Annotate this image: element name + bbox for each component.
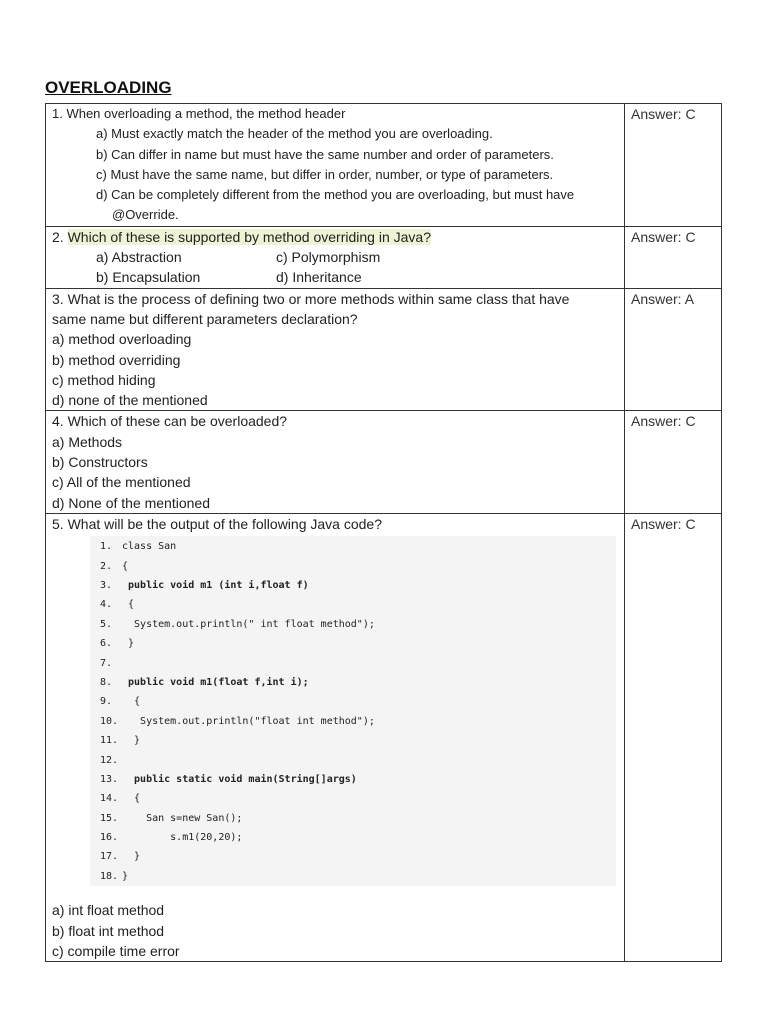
question-4-option-d: d) None of the mentioned bbox=[52, 494, 210, 511]
code-block bbox=[90, 536, 616, 886]
answer-cell-3: Answer: A bbox=[625, 288, 722, 411]
code-line bbox=[90, 847, 616, 866]
question-4-option-a: a) Methods bbox=[52, 433, 123, 450]
question-2-text: Which of these is supported by method overriding in Java? bbox=[67, 228, 431, 245]
question-cell-5 bbox=[46, 513, 625, 961]
question-2-option-c: c) Polymorphism bbox=[276, 249, 381, 266]
question-2-options-row-1 bbox=[52, 247, 618, 267]
code-line bbox=[90, 770, 616, 789]
code-line bbox=[90, 731, 616, 750]
code-line-text: System.out.println(" int float method"); bbox=[122, 618, 375, 630]
code-line-number: 8. bbox=[100, 676, 113, 688]
question-4-option-b: b) Constructors bbox=[52, 454, 148, 471]
code-line-number: 7. bbox=[100, 657, 113, 669]
code-line-number: 2. bbox=[100, 560, 113, 572]
question-cell-4 bbox=[46, 411, 625, 513]
question-1-option-c: c) Must have the same name, but differ in order, number, or type of parameters. bbox=[96, 166, 554, 182]
question-cell-3 bbox=[46, 288, 625, 411]
code-line-text: } bbox=[122, 851, 141, 863]
code-line-number: 3. bbox=[100, 580, 113, 592]
code-line-text: { bbox=[122, 696, 141, 708]
code-line bbox=[90, 537, 616, 556]
code-line bbox=[90, 654, 616, 673]
code-line bbox=[90, 867, 616, 886]
code-line-number: 12. bbox=[100, 754, 119, 766]
question-1-text: 1. When overloading a method, the method header bbox=[52, 106, 346, 121]
code-line bbox=[90, 712, 616, 731]
question-3-option-b: b) method overriding bbox=[52, 351, 181, 368]
question-row-5 bbox=[46, 513, 722, 961]
question-3-text-line-2: same name but different parameters declaration? bbox=[52, 310, 358, 327]
code-line-text: { bbox=[122, 599, 135, 611]
answer-cell-1: Answer: C bbox=[625, 104, 722, 227]
answer-cell-2: Answer: C bbox=[625, 226, 722, 288]
code-line bbox=[90, 828, 616, 847]
question-2-option-d: d) Inheritance bbox=[276, 269, 362, 286]
code-line-text: public static void main(String[]args) bbox=[122, 773, 357, 785]
code-line-number: 16. bbox=[100, 832, 119, 844]
question-1-option-b: b) Can differ in name but must have the same number and order of parameters. bbox=[96, 146, 554, 162]
answer-cell-5: Answer: C bbox=[625, 513, 722, 961]
question-5-option-c: c) compile time error bbox=[52, 942, 180, 959]
question-5-option-a: a) int float method bbox=[52, 902, 165, 919]
question-1-option-d: d) Can be completely different from the method you are overloading, but must have bbox=[96, 187, 575, 203]
code-line-number: 18. bbox=[100, 870, 119, 882]
code-line bbox=[90, 557, 616, 576]
code-line-number: 15. bbox=[100, 812, 119, 824]
question-row-1 bbox=[46, 104, 722, 227]
code-line-number: 14. bbox=[100, 793, 119, 805]
question-row-2 bbox=[46, 226, 722, 288]
question-cell-1 bbox=[46, 104, 625, 227]
code-line-text: class San bbox=[122, 541, 177, 553]
code-line-text: } bbox=[122, 735, 141, 747]
code-line bbox=[90, 576, 616, 595]
question-2-number: 2. bbox=[52, 228, 68, 245]
question-3-option-c: c) method hiding bbox=[52, 371, 156, 388]
quiz-table bbox=[45, 103, 722, 962]
code-line-number: 4. bbox=[100, 599, 113, 611]
document-title: OVERLOADING bbox=[45, 78, 172, 97]
question-5-text: 5. What will be the output of the following Java code? bbox=[52, 515, 382, 532]
code-line bbox=[90, 595, 616, 614]
code-line-text: System.out.println("float int method"); bbox=[122, 715, 375, 727]
code-line-text: San s=new San(); bbox=[122, 812, 243, 824]
code-line bbox=[90, 615, 616, 634]
code-line-number: 13. bbox=[100, 773, 119, 785]
code-line-number: 17. bbox=[100, 851, 119, 863]
code-line-number: 1. bbox=[100, 541, 113, 553]
code-line bbox=[90, 673, 616, 692]
code-line-number: 5. bbox=[100, 618, 113, 630]
code-line-number: 11. bbox=[100, 735, 119, 747]
code-line-text: { bbox=[122, 793, 141, 805]
code-line-text: public void m1(float f,int i); bbox=[122, 676, 309, 688]
code-line-number: 10. bbox=[100, 715, 119, 727]
question-5-option-b: b) float int method bbox=[52, 922, 165, 939]
question-4-option-c: c) All of the mentioned bbox=[52, 474, 191, 491]
question-1-option-d-continued: @Override. bbox=[112, 207, 179, 223]
question-2-line bbox=[52, 227, 618, 247]
code-line bbox=[90, 789, 616, 808]
question-3-text-line-1: 3. What is the process of defining two or more methods within same class that have bbox=[52, 290, 570, 307]
question-1-option-a: a) Must exactly match the header of the method you are overloading. bbox=[96, 126, 493, 142]
code-line-text: } bbox=[122, 870, 129, 882]
code-line-text: public void m1 (int i,float f) bbox=[122, 580, 309, 592]
code-line-number: 6. bbox=[100, 638, 113, 650]
code-line-text: } bbox=[122, 638, 135, 650]
question-3-option-a: a) method overloading bbox=[52, 331, 192, 348]
question-row-4 bbox=[46, 411, 722, 513]
question-2-options-row-2 bbox=[52, 267, 618, 287]
code-line bbox=[90, 634, 616, 653]
code-line-text: { bbox=[122, 560, 129, 572]
code-line bbox=[90, 751, 616, 770]
code-line-text: s.m1(20,20); bbox=[122, 832, 243, 844]
answer-cell-4: Answer: C bbox=[625, 411, 722, 513]
question-row-3 bbox=[46, 288, 722, 411]
code-line-number: 9. bbox=[100, 696, 113, 708]
code-line bbox=[90, 809, 616, 828]
question-4-text: 4. Which of these can be overloaded? bbox=[52, 413, 288, 430]
question-2-option-b: b) Encapsulation bbox=[96, 269, 201, 286]
question-3-option-d: d) none of the mentioned bbox=[52, 392, 208, 409]
question-cell-2 bbox=[46, 226, 625, 288]
code-line bbox=[90, 692, 616, 711]
question-2-option-a: a) Abstraction bbox=[96, 249, 182, 266]
